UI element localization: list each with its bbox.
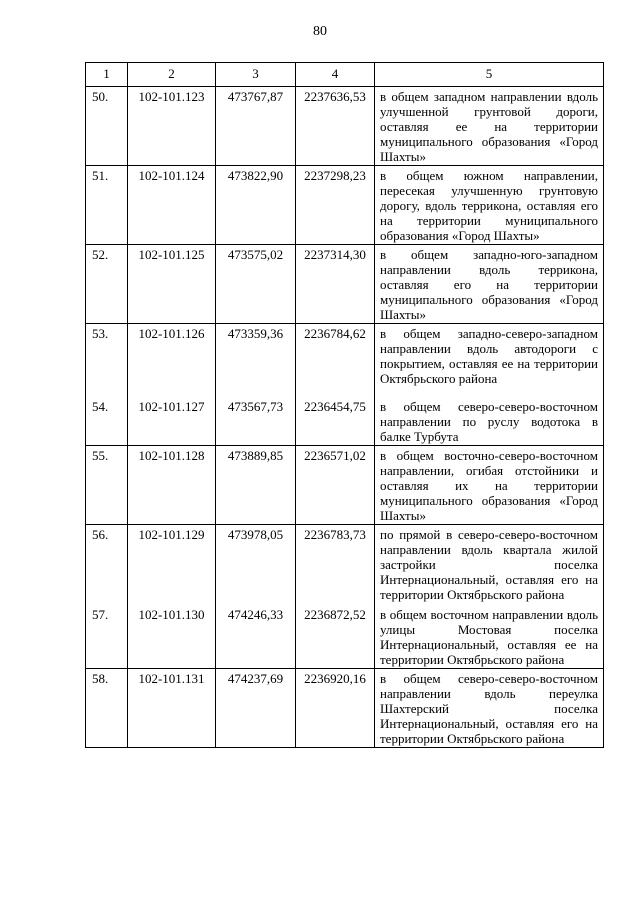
table-row bbox=[86, 525, 604, 604]
point-id: 102-101.124 bbox=[128, 166, 216, 245]
coordinate-y: 2236872,52 bbox=[296, 603, 375, 669]
boundary-description: в общем западно-юго-западном направлении вдоль террикона, оставляя его на территории муниципального образования «Город Шахты» bbox=[375, 245, 604, 324]
boundary-description: в общем восточно-северо-восточном направлении, огибая отстойники и оставляя их на территории муниципального образования «Город Шахты» bbox=[375, 446, 604, 525]
coordinate-y: 2237314,30 bbox=[296, 245, 375, 324]
point-id: 102-101.127 bbox=[128, 387, 216, 446]
row-number: 51. bbox=[86, 166, 128, 245]
coordinate-y: 2237298,23 bbox=[296, 166, 375, 245]
row-number: 56. bbox=[86, 525, 128, 604]
coordinate-x: 473978,05 bbox=[216, 525, 296, 604]
coordinate-x: 474237,69 bbox=[216, 669, 296, 748]
table-row bbox=[86, 387, 604, 446]
coordinate-x: 474246,33 bbox=[216, 603, 296, 669]
table-row bbox=[86, 669, 604, 748]
row-number: 58. bbox=[86, 669, 128, 748]
page-number: 80 bbox=[313, 24, 327, 39]
coordinate-y: 2236784,62 bbox=[296, 324, 375, 388]
row-number: 54. bbox=[86, 387, 128, 446]
table-row bbox=[86, 245, 604, 324]
point-id: 102-101.131 bbox=[128, 669, 216, 748]
row-number: 55. bbox=[86, 446, 128, 525]
table-row bbox=[86, 324, 604, 388]
point-id: 102-101.126 bbox=[128, 324, 216, 388]
point-id: 102-101.129 bbox=[128, 525, 216, 604]
boundary-description: по прямой в северо-северо-восточном направлении вдоль квартала жилой застройки поселка Интернациональный, оставляя его на территории Октябрьского района bbox=[375, 525, 604, 604]
coordinate-y: 2236454,75 bbox=[296, 387, 375, 446]
coordinate-x: 473822,90 bbox=[216, 166, 296, 245]
column-header-point: 2 bbox=[128, 63, 216, 87]
boundary-description: в общем восточном направлении вдоль улицы Мостовая поселка Интернациональный, оставляя ее на территории Октябрьского района bbox=[375, 603, 604, 669]
table-row bbox=[86, 603, 604, 669]
table-header-row bbox=[86, 63, 604, 87]
row-number: 57. bbox=[86, 603, 128, 669]
coordinate-x: 473889,85 bbox=[216, 446, 296, 525]
coordinate-x: 473575,02 bbox=[216, 245, 296, 324]
boundary-description: в общем северо-северо-восточном направлении вдоль переулка Шахтерский поселка Интернациональный, оставляя его на территории Октябрьского района bbox=[375, 669, 604, 748]
row-number: 50. bbox=[86, 87, 128, 166]
column-header-y: 4 bbox=[296, 63, 375, 87]
coordinate-x: 473359,36 bbox=[216, 324, 296, 388]
column-header-x: 3 bbox=[216, 63, 296, 87]
boundary-description: в общем западно-северо-западном направлении вдоль автодороги с покрытием, оставляя ее на территории Октябрьского района bbox=[375, 324, 604, 388]
coordinate-y: 2236920,16 bbox=[296, 669, 375, 748]
row-number: 52. bbox=[86, 245, 128, 324]
row-number: 53. bbox=[86, 324, 128, 388]
point-id: 102-101.130 bbox=[128, 603, 216, 669]
boundary-description: в общем южном направлении, пересекая улучшенную грунтовую дорогу, вдоль терриконa, оставляя его на территории муниципального образования «Город Шахты» bbox=[375, 166, 604, 245]
point-id: 102-101.128 bbox=[128, 446, 216, 525]
point-id: 102-101.123 bbox=[128, 87, 216, 166]
table-row bbox=[86, 446, 604, 525]
column-header-description: 5 bbox=[375, 63, 604, 87]
boundary-description: в общем западном направлении вдоль улучшенной грунтовой дороги, оставляя ее на территории муниципального образования «Город Шахты» bbox=[375, 87, 604, 166]
coordinate-y: 2237636,53 bbox=[296, 87, 375, 166]
boundary-points-table bbox=[85, 62, 604, 748]
coordinate-x: 473567,73 bbox=[216, 387, 296, 446]
table-row bbox=[86, 166, 604, 245]
boundary-description: в общем северо-северо-восточном направлении по руслу водотока в балке Турбута bbox=[375, 387, 604, 446]
table-row bbox=[86, 87, 604, 166]
coordinate-y: 2236783,73 bbox=[296, 525, 375, 604]
coordinate-y: 2236571,02 bbox=[296, 446, 375, 525]
coordinate-x: 473767,87 bbox=[216, 87, 296, 166]
point-id: 102-101.125 bbox=[128, 245, 216, 324]
column-header-number: 1 bbox=[86, 63, 128, 87]
